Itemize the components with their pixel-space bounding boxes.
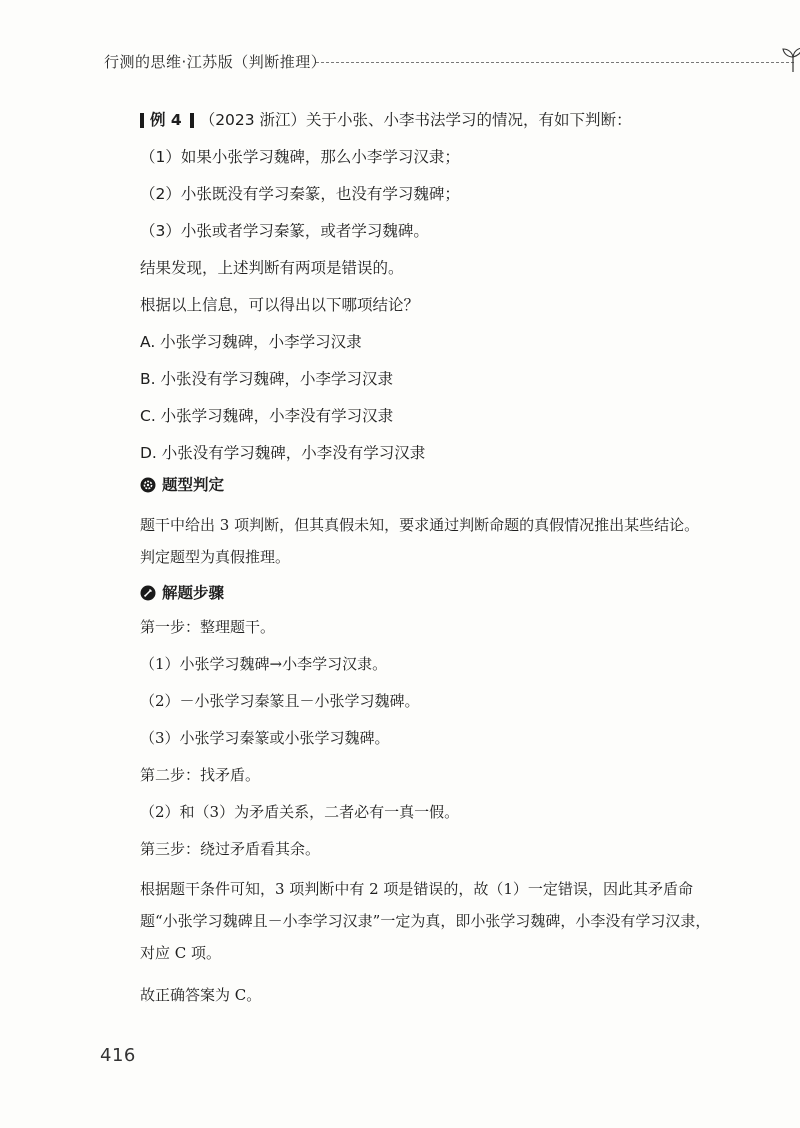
- option-d: D. 小张没有学习魏碑，小李没有学习汉隶: [140, 444, 426, 462]
- header-dashed-rule: [316, 62, 794, 63]
- option-b: B. 小张没有学习魏碑，小李学习汉隶: [140, 370, 393, 388]
- statement-1: （1）如果小张学习魏碑，那么小李学习汉隶；: [140, 148, 460, 166]
- book-title: 行测的思维·江苏版（判断推理）: [104, 53, 327, 71]
- step-2-line: （2）和（3）为矛盾关系，二者必有一真一假。: [140, 803, 460, 821]
- solution-section-title: 解题步骤: [162, 584, 225, 602]
- type-section-title: 题型判定: [162, 476, 225, 494]
- step-3: 第三步：绕过矛盾看其余。: [140, 840, 321, 858]
- running-header: [104, 44, 724, 74]
- option-c: C. 小张学习魏碑，小李没有学习汉隶: [140, 407, 394, 425]
- example-label: 例 4: [150, 111, 182, 129]
- page-content: [140, 110, 730, 1021]
- question-text: 根据以上信息，可以得出以下哪项结论？: [140, 296, 420, 314]
- sprout-icon: [778, 44, 800, 74]
- type-section-text: 题干中给出 3 项判断，但其真假未知，要求通过判断命题的真假情况推出某些结论。判定题型为真假推理。: [140, 516, 700, 566]
- result-text: 结果发现，上述判断有两项是错误的。: [140, 259, 404, 277]
- step-1-line-3: （3）小张学习秦篆或小张学习魏碑。: [140, 729, 390, 747]
- conclusion-text: 根据题干条件可知，3 项判断中有 2 项是错误的，故（1）一定错误，因此其矛盾命题“小张学习魏碑且－小李学习汉隶”一定为真，即小张学习魏碑，小李没有学习汉隶，对应 C 项。: [140, 880, 711, 962]
- pen-badge-icon: [140, 585, 156, 601]
- step-1-line-2: （2）－小张学习秦篆且－小张学习魏碑。: [140, 692, 420, 710]
- example-heading: [140, 110, 730, 130]
- example-marker-left: [140, 113, 144, 128]
- statement-3: （3）小张或者学习秦篆，或者学习魏碑。: [140, 222, 429, 240]
- step-1: 第一步：整理题干。: [140, 618, 276, 636]
- statement-2: （2）小张既没有学习秦篆，也没有学习魏碑；: [140, 185, 460, 203]
- step-1-line-1: （1）小张学习魏碑→小李学习汉隶。: [140, 655, 388, 673]
- example-marker-right: [190, 113, 194, 128]
- step-2: 第二步：找矛盾。: [140, 766, 261, 784]
- page-number: 416: [100, 1045, 136, 1066]
- type-section-heading: [140, 475, 730, 495]
- solution-section-heading: [140, 583, 730, 603]
- answer-text: 故正确答案为 C。: [140, 986, 262, 1004]
- option-a: A. 小张学习魏碑，小李学习汉隶: [140, 333, 362, 351]
- example-intro: （2023 浙江）关于小张、小李书法学习的情况，有如下判断：: [199, 111, 632, 129]
- gear-badge-icon: [140, 477, 156, 493]
